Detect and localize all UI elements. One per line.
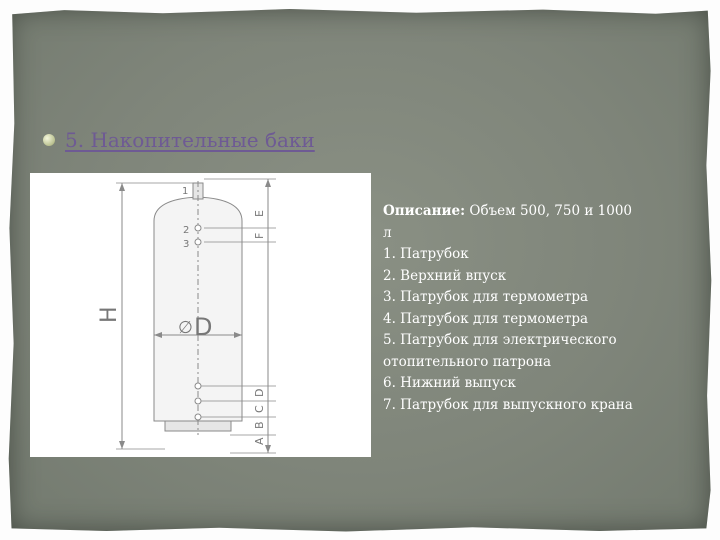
description-item: 2. Верхний впуск	[383, 267, 507, 284]
label-1: 1	[182, 186, 189, 197]
nozzle-5-marker	[195, 383, 201, 389]
label-C: C	[253, 405, 266, 413]
label-D: D	[194, 313, 213, 341]
label-3: 3	[183, 239, 190, 250]
label-diameter: ∅	[178, 318, 193, 338]
label-D-right: D	[253, 388, 266, 397]
tank-diagram	[30, 173, 371, 457]
label-2: 2	[183, 225, 190, 236]
description-label: Описание:	[383, 203, 466, 219]
nozzle-3-marker	[195, 239, 201, 245]
label-B: B	[253, 421, 266, 429]
slide-heading-link[interactable]: 5. Накопительные баки	[65, 128, 315, 152]
description-item: 7. Патрубок для выпускного крана	[383, 396, 633, 413]
description-item: отопительного патрона	[383, 353, 552, 370]
description-item: 5. Патрубок для электрического	[383, 332, 617, 348]
label-E: E	[253, 210, 266, 217]
description-unit: л	[383, 224, 392, 241]
nozzle-2-marker	[195, 225, 201, 231]
bullet-icon	[43, 134, 55, 146]
description-first-line	[383, 201, 683, 223]
description-item: 4. Патрубок для термометра	[383, 310, 589, 327]
nozzle-7-marker	[195, 414, 201, 420]
heading-row	[43, 128, 315, 152]
nozzle-6-marker	[195, 398, 201, 404]
label-F: F	[253, 232, 266, 239]
tank-drawing	[30, 173, 371, 457]
label-H: H	[97, 306, 122, 323]
label-A: A	[253, 437, 266, 445]
description-item: 1. Патрубок	[383, 246, 469, 262]
description-item: 3. Патрубок для термометра	[383, 289, 589, 305]
description-text	[383, 201, 683, 416]
description-item: 6. Нижний выпуск	[383, 375, 516, 391]
description-volume: Объем 500, 750 и 1000	[465, 203, 633, 219]
